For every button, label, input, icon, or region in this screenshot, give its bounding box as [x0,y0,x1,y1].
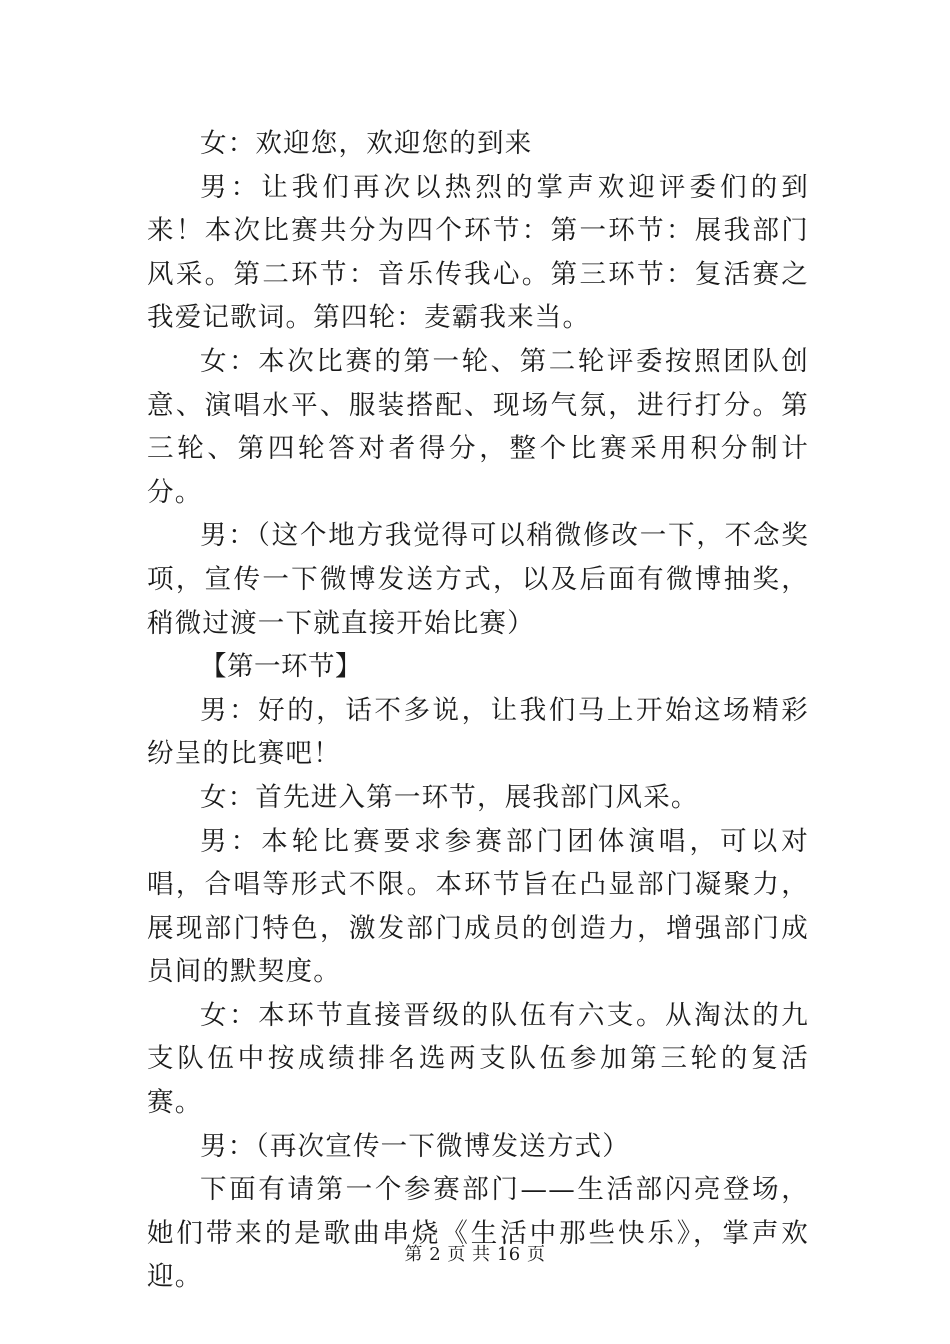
section-heading-first-segment: 【第一环节】 [200,651,362,683]
document-body [147,122,809,1299]
paragraph-male-note: 男：（这个地方我觉得可以稍微修改一下，不念奖项，宣传一下微博发送方式，以及后面有微博抽奖，稍微过渡一下就直接开始比赛） [147,520,809,639]
paragraph-male-intro-segments: 男：让我们再次以热烈的掌声欢迎评委们的到来！本次比赛共分为四个环节：第一环节：展我部门风采。第二环节：音乐传我心。第三环节：复活赛之我爱记歌词。第四轮：麦霸我来当。 [147,171,809,334]
paragraph-male-start: 男：好的，话不多说，让我们马上开始这场精彩纷呈的比赛吧！ [147,694,809,770]
paragraph-female-first-segment: 女：首先进入第一环节，展我部门风采。 [200,781,699,813]
page-footer: 第 2 页 共 16 页 [404,1244,546,1265]
paragraph-male-weibo: 男：（再次宣传一下微博发送方式） [200,1130,630,1162]
paragraph-first-performer: 下面有请第一个参赛部门——生活部闪亮登场，她们带来的是歌曲串烧《生活中那些快乐》，掌声欢迎。 [147,1174,809,1293]
paragraph-female-welcome: 女：欢迎您，欢迎您的到来 [200,128,533,159]
paragraph-male-rules: 男：本轮比赛要求参赛部门团体演唱，可以对唱，合唱等形式不限。本环节旨在凸显部门凝聚力，展现部门特色，激发部门成员的创造力，增强部门成员间的默契度。 [147,825,809,988]
paragraph-female-scoring: 女：本次比赛的第一轮、第二轮评委按照团队创意、演唱水平、服装搭配、现场气氛，进行打分。第三轮、第四轮答对者得分，整个比赛采用积分制计分。 [147,345,809,508]
paragraph-female-advancement: 女：本环节直接晋级的队伍有六支。从淘汰的九支队伍中按成绩排名选两支队伍参加第三轮的复活赛。 [147,999,809,1119]
